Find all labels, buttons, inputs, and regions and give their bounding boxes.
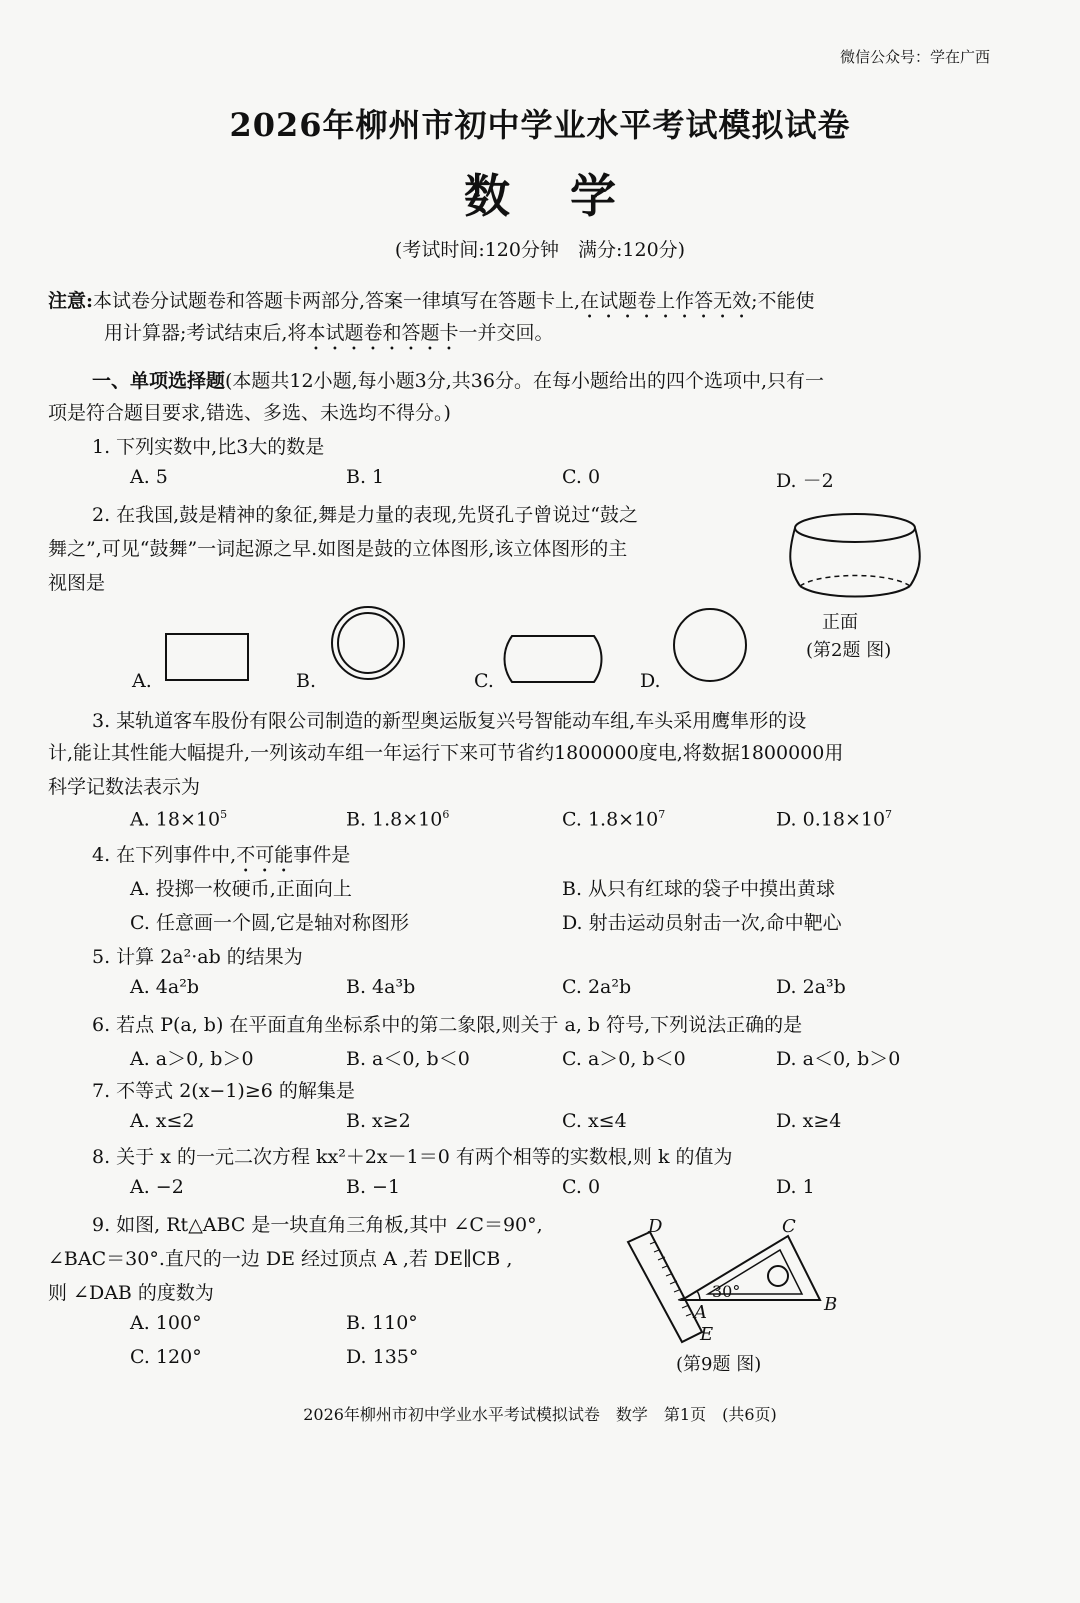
q8-option-c: C. 0 [562, 1176, 601, 1198]
drum-figure [790, 508, 930, 608]
q2-option-c-barrel [504, 632, 604, 688]
q5-option-a: A. 4a²b [130, 976, 199, 998]
q4-option-a: A. 投掷一枚硬币,正面向上 [130, 878, 352, 900]
q3-stem-line-3: 科学记数法表示为 [48, 776, 201, 798]
q6-option-d: D. a＜0, b＞0 [776, 1048, 901, 1070]
q3-option-b [346, 808, 449, 830]
q3-option-d [776, 808, 892, 830]
q9-fig-label-c: C [782, 1216, 796, 1237]
q1-stem: 1. 下列实数中,比3大的数是 [92, 436, 325, 458]
q7-stem: 7. 不等式 2(x−1)≥6 的解集是 [92, 1080, 355, 1102]
q9-fig-angle: 30° [712, 1282, 741, 1301]
q9-option-c: C. 120° [130, 1346, 202, 1368]
q7-option-c: C. x≤4 [562, 1110, 627, 1132]
notice-text: ;不能使 [751, 290, 815, 312]
q7-option-b: B. x≥2 [346, 1110, 411, 1132]
q1-option-c: C. 0 [562, 466, 601, 488]
q3-stem-line-2: 计,能让其性能大幅提升,一列该动车组一年运行下来可节省约1800000度电,将数据1800000用 [48, 742, 844, 764]
q8-option-b: B. −1 [346, 1176, 401, 1198]
q1-option-b: B. 1 [346, 466, 385, 488]
q1-option-d: D. －2 [776, 470, 834, 492]
q1-option-a: A. 5 [130, 466, 168, 488]
q3-option-a-base: A. 18×10 [130, 808, 221, 831]
notice-emphasis: 本试题卷和答题卡 [306, 322, 459, 344]
q3-option-b-exp: 6 [442, 808, 450, 821]
q2-fig-front-label: 正面 [822, 612, 858, 633]
q4-option-d: D. 射击运动员射击一次,命中靶心 [562, 912, 842, 934]
q9-option-d: D. 135° [346, 1346, 419, 1368]
q2-option-a: A. [132, 670, 152, 692]
q8-stem: 8. 关于 x 的一元二次方程 kx²＋2x－1＝0 有两个相等的实数根,则 k 的值为 [92, 1146, 733, 1168]
q3-option-b-base: B. 1.8×10 [346, 808, 443, 831]
q2-option-c: C. [474, 670, 494, 692]
q4-stem-emphasis: 不可能 [236, 844, 294, 866]
q3-option-c-base: C. 1.8×10 [562, 808, 659, 831]
q9-fig-label-d: D [648, 1216, 663, 1237]
section-1-heading-line [92, 366, 824, 393]
notice-text: 本试卷分试题卷和答题卡两部分,答案一律填写在答题卡上, [93, 290, 581, 312]
watermark: 微信公众号：学在广西 [839, 48, 990, 66]
q4-stem-text: 4. 在下列事件中, [92, 844, 237, 866]
q5-option-d: D. 2a³b [776, 976, 846, 998]
q9-option-b: B. 110° [346, 1312, 418, 1334]
q2-option-b-double-circle [330, 605, 410, 685]
q2-stem-line-1: 2. 在我国,鼓是精神的象征,舞是力量的表现,先贤孔子曾说过“鼓之 [92, 504, 639, 526]
notice-line-2 [104, 318, 553, 355]
q4-stem-text: 事件是 [293, 844, 351, 866]
notice-emphasis: 在试题卷上作答无效 [580, 290, 752, 312]
q7-option-a: A. x≤2 [130, 1110, 195, 1132]
q6-option-c: C. a＞0, b＜0 [562, 1048, 686, 1070]
q9-option-a: A. 100° [130, 1312, 202, 1334]
q4-stem [92, 840, 350, 877]
q9-fig-label-e: E [700, 1324, 714, 1345]
q2-stem-line-3: 视图是 [48, 572, 106, 594]
exam-info: (考试时间:120分钟 满分:120分) [394, 239, 686, 261]
q5-option-c: C. 2a²b [562, 976, 632, 998]
q4-option-b: B. 从只有红球的袋子中摸出黄球 [562, 878, 836, 900]
q8-option-a: A. −2 [130, 1176, 184, 1198]
q6-option-b: B. a＜0, b＜0 [346, 1048, 470, 1070]
q2-option-d: D. [640, 670, 661, 692]
q3-option-c [562, 808, 665, 830]
q2-fig-caption: (第2题 图) [806, 640, 892, 661]
q3-option-d-base: D. 0.18×10 [776, 808, 886, 831]
section-1-desc: (本题共12小题,每小题3分,共36分。在每小题给出的四个选项中,只有一 [225, 370, 824, 392]
q9-stem-line-2: ∠BAC＝30°.直尺的一边 DE 经过顶点 A ,若 DE∥CB , [48, 1248, 513, 1270]
q2-option-d-circle [672, 607, 752, 687]
q2-option-b: B. [296, 670, 317, 692]
q9-fig-label-b: B [824, 1294, 838, 1315]
q3-option-c-exp: 7 [658, 808, 666, 821]
page-title: 2026年柳州市初中学业水平考试模拟试卷 [229, 106, 851, 144]
section-1-heading: 一、单项选择题 [92, 370, 226, 392]
q3-option-a-exp: 5 [220, 808, 228, 821]
q5-stem: 5. 计算 2a²·ab 的结果为 [92, 946, 303, 968]
q3-option-d-exp: 7 [885, 808, 893, 821]
q2-stem-line-2: 舞之”,可见“鼓舞”一词起源之早.如图是鼓的立体图形,该立体图形的主 [48, 538, 628, 560]
q6-option-a: A. a＞0, b＞0 [130, 1048, 254, 1070]
q5-option-b: B. 4a³b [346, 976, 416, 998]
notice-text: 一并交回。 [458, 322, 554, 344]
notice-text: 用计算器;考试结束后,将 [104, 322, 307, 344]
q9-stem-line-3: 则 ∠DAB 的度数为 [48, 1282, 214, 1304]
notice-label: 注意: [48, 290, 94, 312]
page-footer: 2026年柳州市初中学业水平考试模拟试卷 数学 第1页 (共6页) [303, 1405, 777, 1424]
q9-fig-label-a: A [694, 1302, 707, 1323]
q7-option-d: D. x≥4 [776, 1110, 842, 1132]
q6-stem: 6. 若点 P(a, b) 在平面直角坐标系中的第二象限,则关于 a, b 符号,下列说法正确的是 [92, 1014, 803, 1036]
q2-option-a-rectangle [164, 632, 252, 684]
q3-stem-line-1: 3. 某轨道客车股份有限公司制造的新型奥运版复兴号智能动车组,车头采用鹰隼形的设 [92, 710, 807, 732]
subject-title: 数学 [464, 169, 676, 223]
q4-option-c: C. 任意画一个圆,它是轴对称图形 [130, 912, 409, 934]
q3-option-a [130, 808, 227, 830]
section-1-desc-2: 项是符合题目要求,错选、多选、未选均不得分。) [48, 402, 451, 424]
q9-fig-caption: (第9题 图) [676, 1354, 762, 1375]
q9-stem-line-1: 9. 如图, Rt△ABC 是一块直角三角板,其中 ∠C＝90°, [92, 1214, 543, 1236]
q8-option-d: D. 1 [776, 1176, 815, 1198]
